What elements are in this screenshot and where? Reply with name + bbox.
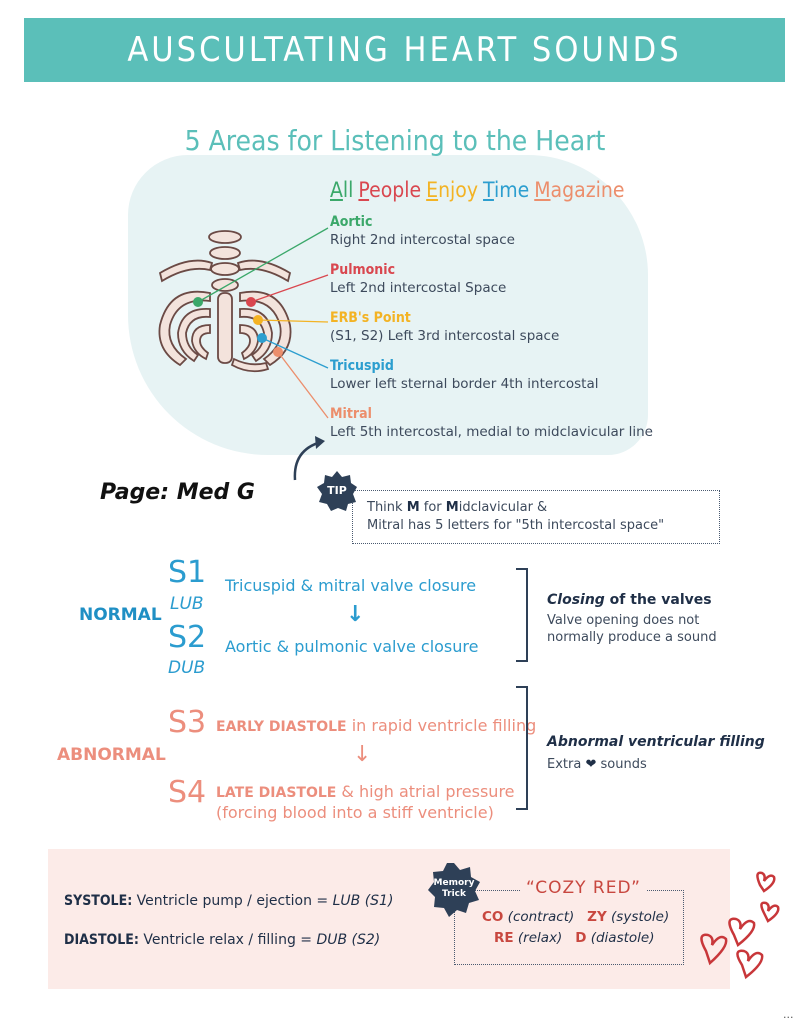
s3-label: S3 [168,705,207,740]
systole-text: Ventricle pump / ejection = [132,893,333,909]
diastole-text: Ventricle relax / filling = [138,932,317,948]
tip-text: idclavicular & [458,500,548,515]
side-text: Valve opening does not [547,613,700,628]
memo-key: RE [494,930,514,946]
area-erbs-point [330,310,559,344]
area-desc: (S1, S2) Left 3rd intercostal space [330,328,560,344]
memo-key: ZY [587,909,607,925]
memo-text: (systole) [606,909,670,925]
diastole-value: DUB (S2) [316,932,381,948]
memo-key: D [575,930,587,946]
hearts-doodle-icon [690,865,790,995]
memo-text: (diastole) [586,930,655,946]
area-mitral [330,406,653,440]
normal-bracket [516,568,528,662]
badge-line: Memory [433,878,475,888]
memory-trick-badge-label [426,878,482,900]
diastole-label: DIASTOLE: [64,932,139,948]
tip-text: for [419,500,446,515]
abnormal-label: ABNORMAL [57,745,166,765]
side-text: sounds [596,757,647,772]
badge-line: Trick [442,889,466,899]
systole-value: LUB (S1) [332,893,394,909]
area-name: ERB's Point [330,310,411,326]
memory-line-1 [482,909,669,925]
s4-caps: LATE DIASTOLE [216,785,337,801]
mnemonic-rest: ll [342,178,354,202]
page-signature: Page: Med G [100,480,255,505]
memory-trick-box [454,890,684,965]
tip-text: M [445,500,459,515]
mnemonic-letter: M [534,178,551,202]
down-arrow-icon: ↓ [346,602,365,627]
mnemonic-rest: eople [369,178,422,202]
memory-line-2 [494,930,654,946]
area-pulmonic [330,262,506,296]
diastole-line [64,932,380,948]
normal-label: NORMAL [79,605,162,625]
s2-desc: Aortic & pulmonic valve closure [225,637,479,656]
mnemonic-letter: P [358,178,370,202]
normal-side-note [547,592,717,646]
cozy-red-title: “COZY RED” [520,878,647,898]
tip-text: Mitral has 5 letters for "5th intercostal space" [367,518,665,533]
heart-icon: ❤ [585,757,597,772]
s4-text: & high atrial pressure [336,782,515,801]
mnemonic-rest: njoy [438,178,479,202]
systole-label: SYSTOLE: [64,893,133,909]
area-name: Tricuspid [330,358,394,374]
tip-text: M [406,500,420,515]
s4-label: S4 [168,775,207,810]
systole-line [64,893,393,909]
abnormal-side-note [547,734,765,773]
area-desc: Lower left sternal border 4th intercostal [330,376,599,392]
area-aortic [330,214,515,248]
area-name: Pulmonic [330,262,396,278]
mnemonic-rest: ime [493,178,530,202]
side-head: Closing [547,592,605,608]
area-desc: Right 2nd intercostal space [330,232,515,248]
side-head: Abnormal ventricular filling [547,734,765,750]
side-text: normally produce a sound [547,630,717,645]
mnemonic-rest: agazine [550,178,625,202]
down-arrow-icon: ↓ [353,742,372,767]
more-dots: ... [783,1008,794,1021]
s4-desc [216,782,515,801]
s3-text: in rapid ventricle filling [346,716,537,735]
tip-text: Think [367,500,407,515]
tip-box [352,490,720,544]
section-subtitle: 5 Areas for Listening to the Heart [184,124,606,157]
mnemonic-letter: T [483,178,494,202]
s1-sub: LUB [170,594,204,614]
mnemonic-letter: A [330,178,343,202]
area-tricuspid [330,358,598,392]
side-head: of the valves [604,592,712,608]
area-name: Mitral [330,406,372,422]
side-text: Extra [547,757,586,772]
s1-label: S1 [168,555,207,590]
area-desc: Left 5th intercostal, medial to midclavicular line [330,424,653,440]
memo-text: (relax) [513,930,563,946]
s4-desc-2: (forcing blood into a stiff ventricle) [216,803,494,822]
memo-text: (contract) [503,909,575,925]
s2-sub: DUB [168,658,206,678]
area-desc: Left 2nd intercostal Space [330,280,507,296]
abnormal-bracket [516,686,528,810]
s3-caps: EARLY DIASTOLE [216,719,347,735]
tip-badge-label: TIP [327,484,347,497]
s3-desc [216,716,536,735]
mnemonic-letter: E [426,178,439,202]
s2-label: S2 [168,620,207,655]
memo-key: CO [482,909,504,925]
area-name: Aortic [330,214,373,230]
page-title: AUSCULTATING HEART SOUNDS [127,30,682,70]
s1-desc: Tricuspid & mitral valve closure [225,576,477,595]
